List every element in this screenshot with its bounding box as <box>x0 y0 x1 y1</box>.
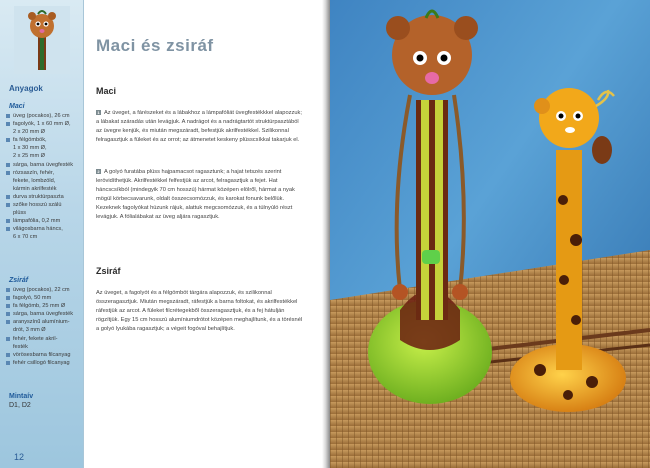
thumbnail-bear-figure <box>14 6 70 74</box>
list-item: fagolyók, 1 x 60 mm Ø, <box>5 120 81 128</box>
list-item: szőke hosszú szálú <box>5 201 81 209</box>
list-item: üveg (pocakos), 26 cm <box>5 112 81 120</box>
list-item: plüss <box>13 210 27 217</box>
list-item: fekete, lombzöld, <box>13 177 56 184</box>
maci-section-heading: Maci <box>96 86 117 96</box>
list-item: fa félgömbök, <box>5 136 81 144</box>
list-item: fa félgömb, 25 mm Ø <box>5 302 81 310</box>
step-number-badge: 1 <box>97 110 100 115</box>
maci-step-1 <box>96 109 306 145</box>
zsiraf-materials-list <box>5 286 81 367</box>
list-item: vörösesbarna filcanyag <box>5 351 81 359</box>
maci-materials-list <box>5 112 81 242</box>
list-item: 2 x 25 mm Ø <box>13 153 46 160</box>
list-item: fehér, fekete akril- <box>5 335 81 343</box>
pattern-sheet-heading: Mintaív <box>9 393 34 400</box>
maci-materials-heading: Maci <box>9 103 25 110</box>
maci-step-2 <box>96 168 306 221</box>
page-title: Maci és zsiráf <box>96 36 214 55</box>
zsiraf-section-heading: Zsiráf <box>96 266 121 276</box>
zsiraf-text: Az üveget, a fagolyót és a félgömböt tárgára alapozzuk, és szilikonnal összeragasztjuk. Miután megszáradt, ráfestjük a barna foltokat, és akrilfestékkel ráfestjük az arcot. A füleket filcrétegekből összeragasztjuk, és a fej hátulján rögzítjük. Egy 15 cm hosszú alumíniumdrótot középen meghajlítunk, és a törésnél a golyó lyukába ragasztjuk; a végeit fogóval behajlítjuk. <box>96 290 303 332</box>
maci-step-1-text: Az üveget, a fárészeket és a lábakhoz a lámpafóliát üvegfestékkkel alapozzuk; a lábakat száradás után levágjuk. A nadrágot és a nadrágtartót struktúrpasztából az üvegre kenjük, és miután megszáradt, befestjük akrilfestékkel. Szilikonnal felragasztjuk a füleket és az orrot; az átmenetet keskeny plüsscsíkkal takarjuk el. <box>96 110 302 143</box>
list-item: sárga, barna üvegfesték <box>5 161 81 169</box>
list-item: durva struktúrpaszta <box>5 193 81 201</box>
list-item: 2 x 20 mm Ø <box>13 129 46 136</box>
list-item: 6 x 70 cm <box>13 234 38 241</box>
instructions-column <box>86 0 328 468</box>
materials-sidebar <box>0 0 84 468</box>
zsiraf-materials-heading: Zsiráf <box>9 277 29 284</box>
list-item: aranyszínű alumínium- <box>5 318 81 326</box>
list-item: fagolyó, 50 mm <box>5 294 81 302</box>
list-item: üveg (pocakos), 22 cm <box>5 286 81 294</box>
pattern-sheet-value: D1, D2 <box>9 402 31 409</box>
materials-heading: Anyagok <box>9 84 43 93</box>
page-fold <box>322 0 330 468</box>
list-item: drót, 3 mm Ø <box>13 327 46 334</box>
page-number: 12 <box>14 452 25 462</box>
step-number-badge: 2 <box>97 169 100 174</box>
list-item: rózsaszín, fehér, <box>5 169 81 177</box>
list-item: fehér csillogó filcanyag <box>5 359 81 367</box>
list-item: festék <box>13 343 28 350</box>
list-item: világosbarna háncs, <box>5 225 81 233</box>
list-item: 1 x 30 mm Ø, <box>13 145 47 152</box>
list-item: kármin akrilfesték <box>13 185 57 192</box>
list-item: lámpafólia, 0,2 mm <box>5 217 81 225</box>
photo-bear-and-giraffe-bottles <box>330 0 650 468</box>
maci-step-2-text: A golyó furatába plüss hajpamacsot ragasztunk; a hajat tetszés szerint lerövidíthetjük. Akrilfestékkel felfestjük az arcot, felragasztjuk a fejet. Hat háncscsíkból (mindegyik 70 cm hosszú) hármat középen elölről, hármat a nyak mögül körbecsavarunk, oldalt összecsomózzuk, és karokat fonunk belőlük. Kezeknek fagolyókat húzunk rájuk, alattuk megcsomózzuk, és a túlnyúló részt levágjuk. A fólialábakat az üveg aljára ragasztjuk. <box>96 169 295 220</box>
list-item: sárga, barna üvegfesték <box>5 310 81 318</box>
